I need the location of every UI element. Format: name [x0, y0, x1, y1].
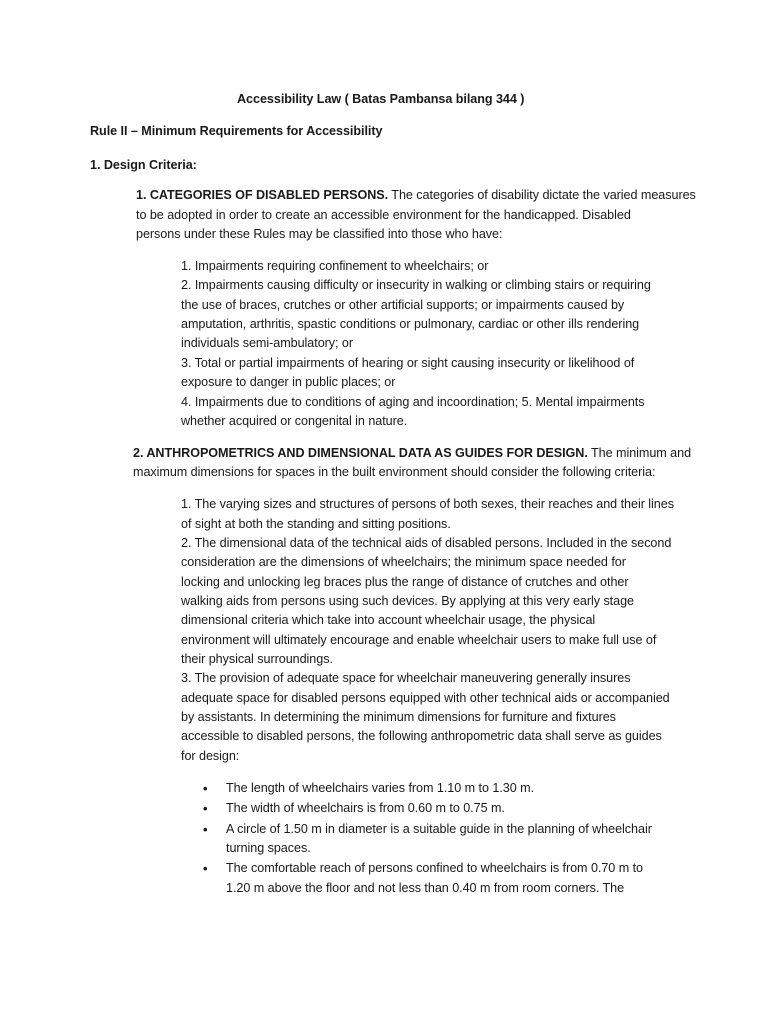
document-title: Accessibility Law ( Batas Pambansa bilang 344 )	[237, 92, 525, 106]
bullet-icon: •	[203, 781, 208, 796]
section1-list-line: the use of braces, crutches or other artificial supports; or impairments caused by	[181, 298, 625, 312]
section2-list-line: by assistants. In determining the minimum dimensions for furniture and fixtures	[181, 710, 616, 724]
section1-line-1-text: The categories of disability dictate the varied measures	[388, 188, 696, 202]
section1-list-line: amputation, arthritis, spastic conditions or pulmonary, cardiac or other ills rendering	[181, 317, 640, 331]
section1-heading: 1. CATEGORIES OF DISABLED PERSONS.	[136, 188, 389, 202]
section2-heading: 2. ANTHROPOMETRICS AND DIMENSIONAL DATA AS GUIDES FOR DESIGN.	[133, 446, 588, 460]
section2-list-line: 3. The provision of adequate space for wheelchair maneuvering generally insures	[181, 671, 631, 685]
bullet-item-text: The comfortable reach of persons confined to wheelchairs is from 0.70 m to	[226, 861, 643, 875]
section1-list-line: whether acquired or congenital in nature.	[181, 414, 408, 428]
section2-list-line: 2. The dimensional data of the technical aids of disabled persons. Included in the second	[181, 536, 672, 550]
section1-line-1	[136, 186, 696, 206]
section2-list-line: adequate space for disabled persons equipped with other technical aids or accompanied	[181, 691, 670, 705]
rule-heading: Rule II – Minimum Requirements for Accessibility	[90, 124, 383, 138]
section2-line-1-text: The minimum and	[587, 446, 692, 460]
bullet-item-text: The width of wheelchairs is from 0.60 m to 0.75 m.	[226, 801, 505, 815]
section2-list-line: their physical surroundings.	[181, 652, 333, 666]
section1-line-2: to be adopted in order to create an accessible environment for the handicapped. Disabled	[136, 208, 631, 222]
section1-list-line: 1. Impairments requiring confinement to wheelchairs; or	[181, 259, 489, 273]
section2-list-line: 1. The varying sizes and structures of persons of both sexes, their reaches and their lines	[181, 497, 674, 511]
bullet-item-text: A circle of 1.50 m in diameter is a suitable guide in the planning of wheelchair	[226, 822, 652, 836]
section2-list-line: accessible to disabled persons, the following anthropometric data shall serve as guides	[181, 729, 662, 743]
section2-list-line: consideration are the dimensions of wheelchairs; the minimum space needed for	[181, 555, 626, 569]
section2-line-2: maximum dimensions for spaces in the built environment should consider the following criteria:	[133, 465, 656, 479]
section2-list-line: of sight at both the standing and sitting positions.	[181, 517, 451, 531]
section2-list-line: environment will ultimately encourage and enable wheelchair users to make full use of	[181, 633, 657, 647]
section1-list-line: 3. Total or partial impairments of hearing or sight causing insecurity or likelihood of	[181, 356, 635, 370]
section2-line-1	[133, 444, 691, 464]
section1-list-line: exposure to danger in public places; or	[181, 375, 396, 389]
section2-list-line: locking and unlocking leg braces plus the range of distance of crutches and other	[181, 575, 629, 589]
bullet-icon: •	[203, 861, 208, 876]
section1-list-line: 2. Impairments causing difficulty or insecurity in walking or climbing stairs or requiring	[181, 278, 651, 292]
bullet-item-text: The length of wheelchairs varies from 1.10 m to 1.30 m.	[226, 781, 535, 795]
section1-list-line: individuals semi-ambulatory; or	[181, 336, 354, 350]
section2-list-line: for design:	[181, 749, 240, 763]
design-criteria-heading: 1. Design Criteria:	[90, 158, 197, 172]
section1-list-line: 4. Impairments due to conditions of aging and incoordination; 5. Mental impairments	[181, 395, 645, 409]
bullet-item-text: 1.20 m above the floor and not less than 0.40 m from room corners. The	[226, 881, 625, 895]
section2-list-line: walking aids from persons using such devices. By applying at this very early stage	[181, 594, 634, 608]
section1-line-3: persons under these Rules may be classified into those who have:	[136, 227, 503, 241]
bullet-icon: •	[203, 822, 208, 837]
bullet-item-text: turning spaces.	[226, 841, 311, 855]
bullet-icon: •	[203, 801, 208, 816]
section2-list-line: dimensional criteria which take into account wheelchair usage, the physical	[181, 613, 596, 627]
